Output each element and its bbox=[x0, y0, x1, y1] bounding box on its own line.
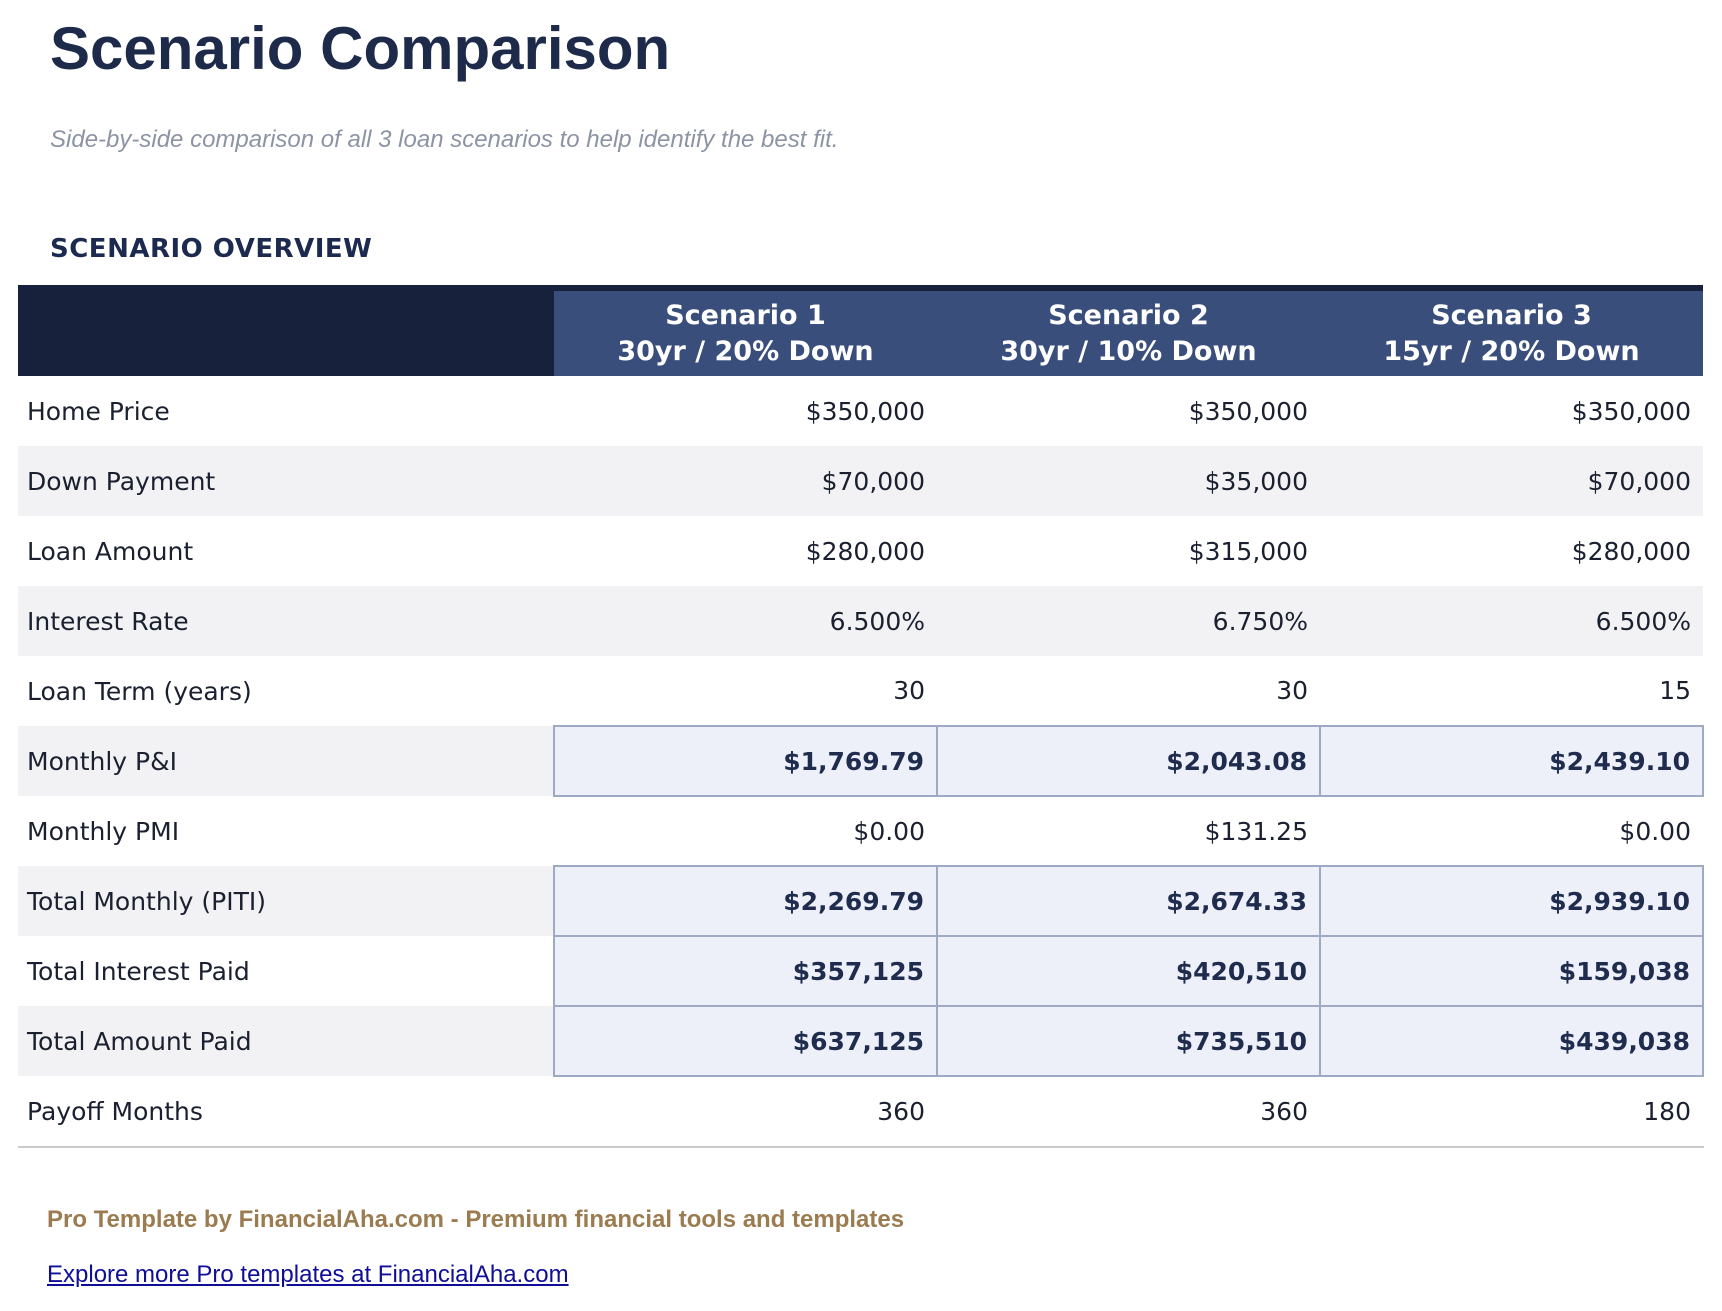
table-row bbox=[18, 796, 1703, 866]
row-value: $350,000 bbox=[937, 376, 1320, 446]
row-label: Down Payment bbox=[18, 446, 554, 516]
table-row bbox=[18, 726, 1703, 796]
row-value: 30 bbox=[554, 656, 937, 726]
row-value: 180 bbox=[1320, 1076, 1703, 1146]
row-value-highlighted: $2,439.10 bbox=[1320, 726, 1703, 796]
row-value: $350,000 bbox=[554, 376, 937, 446]
row-label: Total Amount Paid bbox=[18, 1006, 554, 1076]
scenario-2-terms: 30yr / 10% Down bbox=[1000, 335, 1257, 367]
row-value-highlighted: $159,038 bbox=[1320, 936, 1703, 1006]
row-value: 360 bbox=[937, 1076, 1320, 1146]
header-scenario-1 bbox=[554, 288, 937, 376]
scenario-2-name: Scenario 2 bbox=[1048, 299, 1209, 331]
row-label: Total Monthly (PITI) bbox=[18, 866, 554, 936]
row-value: $280,000 bbox=[554, 516, 937, 586]
scenario-1-terms: 30yr / 20% Down bbox=[617, 335, 874, 367]
row-value: $131.25 bbox=[937, 796, 1320, 866]
row-label: Home Price bbox=[18, 376, 554, 446]
row-value: 6.750% bbox=[937, 586, 1320, 656]
row-value-highlighted: $637,125 bbox=[554, 1006, 937, 1076]
row-value-highlighted: $2,043.08 bbox=[937, 726, 1320, 796]
row-value: 15 bbox=[1320, 656, 1703, 726]
row-value: $315,000 bbox=[937, 516, 1320, 586]
row-label: Interest Rate bbox=[18, 586, 554, 656]
footer-divider bbox=[18, 1146, 1704, 1148]
row-value-highlighted: $2,269.79 bbox=[554, 866, 937, 936]
row-value-highlighted: $439,038 bbox=[1320, 1006, 1703, 1076]
table-row bbox=[18, 1076, 1703, 1146]
scenario-comparison-table bbox=[18, 285, 1704, 1146]
page-subtitle: Side-by-side comparison of all 3 loan scenarios to help identify the best fit. bbox=[50, 126, 839, 153]
row-value: $70,000 bbox=[1320, 446, 1703, 516]
row-value: $35,000 bbox=[937, 446, 1320, 516]
row-value: $70,000 bbox=[554, 446, 937, 516]
branding-text: Pro Template by FinancialAha.com - Premium financial tools and templates bbox=[47, 1206, 905, 1233]
header-empty-cell bbox=[18, 288, 554, 376]
row-value: $0.00 bbox=[554, 796, 937, 866]
row-value-highlighted: $2,939.10 bbox=[1320, 866, 1703, 936]
row-value: $0.00 bbox=[1320, 796, 1703, 866]
row-value: 30 bbox=[937, 656, 1320, 726]
row-label: Loan Amount bbox=[18, 516, 554, 586]
row-value: $280,000 bbox=[1320, 516, 1703, 586]
row-label: Loan Term (years) bbox=[18, 656, 554, 726]
explore-templates-link[interactable]: Explore more Pro templates at FinancialAha.com bbox=[47, 1261, 569, 1288]
table-row bbox=[18, 1006, 1703, 1076]
row-value-highlighted: $420,510 bbox=[937, 936, 1320, 1006]
row-value: 360 bbox=[554, 1076, 937, 1146]
row-value: $350,000 bbox=[1320, 376, 1703, 446]
table-row bbox=[18, 656, 1703, 726]
table-row bbox=[18, 586, 1703, 656]
scenario-3-name: Scenario 3 bbox=[1431, 299, 1592, 331]
row-value-highlighted: $357,125 bbox=[554, 936, 937, 1006]
page-title: Scenario Comparison bbox=[50, 15, 671, 82]
table-row bbox=[18, 376, 1703, 446]
table-row bbox=[18, 446, 1703, 516]
row-value-highlighted: $2,674.33 bbox=[937, 866, 1320, 936]
row-value: 6.500% bbox=[554, 586, 937, 656]
page bbox=[0, 16, 1722, 1311]
header-scenario-3 bbox=[1320, 288, 1703, 376]
scenario-1-name: Scenario 1 bbox=[665, 299, 826, 331]
row-value-highlighted: $1,769.79 bbox=[554, 726, 937, 796]
row-value: 6.500% bbox=[1320, 586, 1703, 656]
table-row bbox=[18, 866, 1703, 936]
section-heading: SCENARIO OVERVIEW bbox=[50, 234, 373, 264]
row-value-highlighted: $735,510 bbox=[937, 1006, 1320, 1076]
scenario-3-terms: 15yr / 20% Down bbox=[1383, 335, 1640, 367]
row-label: Monthly P&I bbox=[18, 726, 554, 796]
row-label: Payoff Months bbox=[18, 1076, 554, 1146]
table-row bbox=[18, 936, 1703, 1006]
table-row bbox=[18, 516, 1703, 586]
row-label: Monthly PMI bbox=[18, 796, 554, 866]
row-label: Total Interest Paid bbox=[18, 936, 554, 1006]
table-header-row bbox=[18, 288, 1703, 376]
header-scenario-2 bbox=[937, 288, 1320, 376]
